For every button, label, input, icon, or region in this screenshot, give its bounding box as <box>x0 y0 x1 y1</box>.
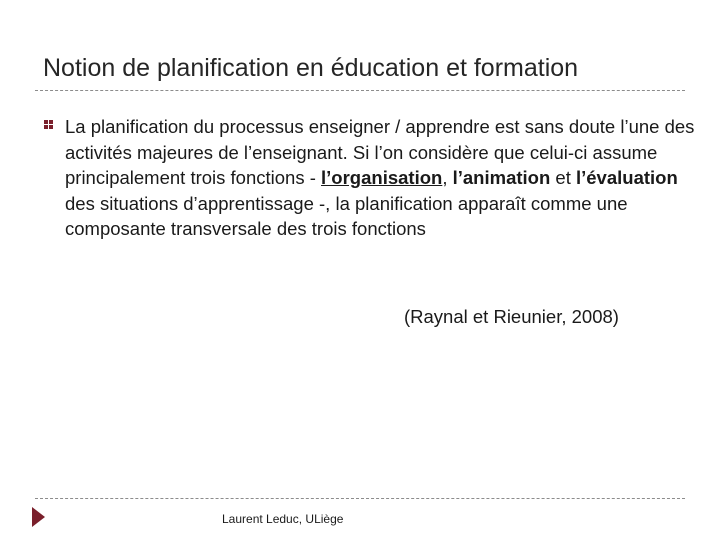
term-animation: l’animation <box>452 167 551 189</box>
title-divider <box>35 90 685 91</box>
slide-title: Notion de planification en éducation et formation <box>43 54 579 82</box>
triangle-arrow-icon <box>30 506 46 528</box>
bullet-paragraph <box>65 114 695 242</box>
citation: (Raynal et Rieunier, 2008) <box>404 306 619 327</box>
square-bullet-icon <box>44 120 54 130</box>
term-organisation: l’organisation <box>321 167 443 189</box>
footer-divider <box>35 498 685 499</box>
term-evaluation: l’évaluation <box>575 167 678 189</box>
body-text-part2: des situations d’apprentissage -, la planification apparaît comme une composante transversale des trois fonctions <box>65 192 628 240</box>
body-text-part1: La planification du processus enseigner / apprendre est sans doute l’une des activités majeures de l’enseignant. Si l’on considère que celui-ci assume principalement trois fonctions - <box>65 116 695 189</box>
footer-author: Laurent Leduc, ULiège <box>222 512 344 526</box>
body-separator-1: , <box>442 167 453 189</box>
body-separator-2: et <box>550 167 576 189</box>
